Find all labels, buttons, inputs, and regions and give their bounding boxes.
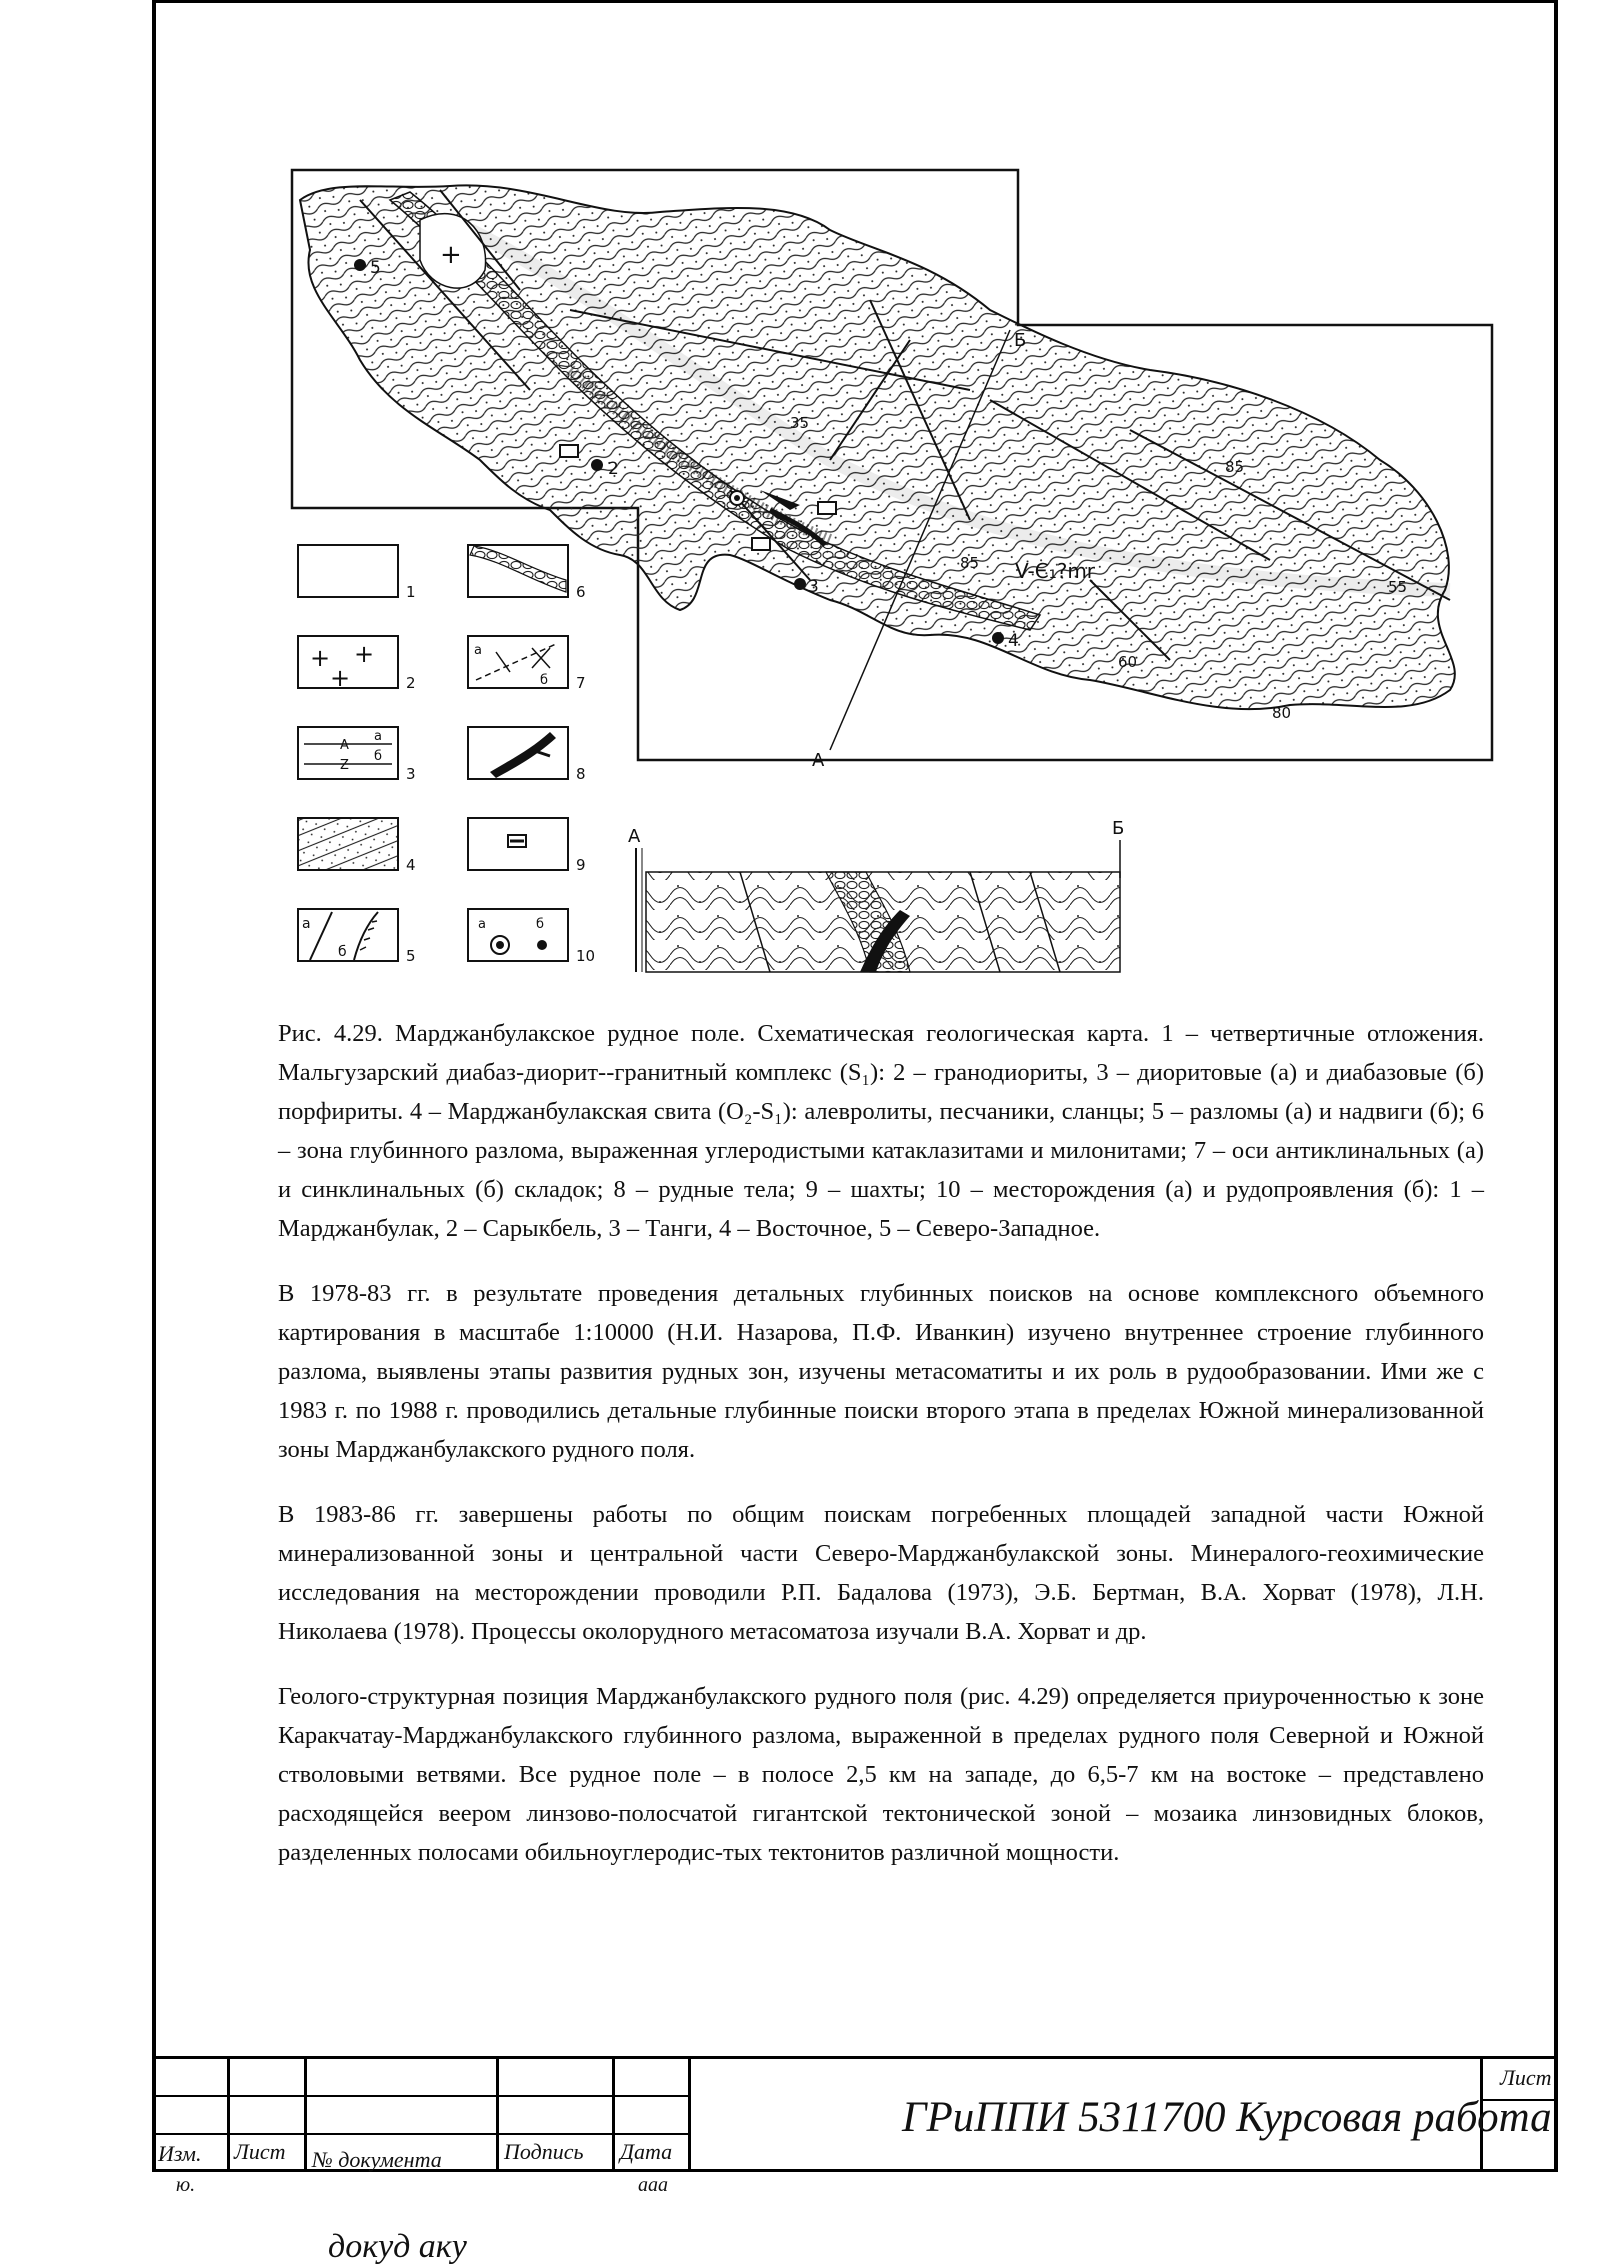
svg-text:+: + [440,240,462,270]
svg-text:б: б [374,749,383,764]
dip-label: 85 [960,554,980,572]
svg-text:а: а [302,916,311,932]
geological-map-figure [270,160,1500,980]
dip-label: 60 [1118,653,1138,671]
figure-caption: Рис. 4.29. Марджанбулакское рудное поле. Схематическая геологическая карта. 1 – четвертичные отложения. Мальгузарский диабаз-диорит--гранитный комплекс (S₁): 2 – гранодиориты, 3 – диоритовые (а) и диабазовые (б) порфириты. 4 – Марджанбулакская свита (O₂-S₁): алевролиты, песчаники, сланцы; 5 – разломы (а) и надвиги (б); 6 – зона глубинного разлома, выраженная углеродистыми катаклазитами и милонитами; 7 – оси антиклинальных (а) и синклинальных (б) складок; 8 – рудные тела; 9 – шахты; 10 – месторождения (а) и рудопроявления (б): 1 – Марджанбулак, 2 – Сарыкбель, 3 – Танги, 4 – Восточное, 5 – Северо-Западное. [278,1020,1484,1242]
stamp-izm: Изм. [158,2141,202,2166]
svg-text:5: 5 [406,947,416,965]
shaft-icon [752,538,770,550]
deposit-label-2: 2 [608,459,619,479]
dip-label: 35 [790,414,810,432]
dip-label: 80 [1272,704,1292,722]
svg-text:б: б [540,673,549,688]
text-body [278,1014,1484,1898]
svg-text:Z: Z [340,758,349,773]
occurrence-dot [591,459,603,471]
shaft-icon [818,502,836,514]
stamp-doc: № документа [312,2147,442,2172]
occurrence-dot [992,632,1004,644]
stamp-data-overflow: ааа [638,2174,668,2196]
stamp-data: Дата [620,2139,673,2164]
title-block [152,2056,1558,2172]
svg-text:A: A [340,738,349,753]
paragraph-1: В 1978-83 гг. в результате проведения детальных глубинных поисков на основе комплексного объемного картирования в масштабе 1:10000 (Н.И. Назарова, П.Ф. Иванкин) изучено внутреннее строение глубинного разлома, выявлены этапы развития рудных зон, изучены метасоматиты и их роль в рудообразовании. Ими же с 1983 г. по 1988 г. проводились детальные глубинные поиски второго этапа в пределах Южной минерализованной зоны Марджанбулакского рудного поля. [278,1280,1484,1463]
deposit-label-3: 3 [808,577,819,597]
formation-label: V-Є₁?mr [1015,559,1096,583]
stamp-podpis: Подпись [504,2139,584,2164]
section-label-a: А [812,750,825,771]
stamp-doc-overflow: докуд аку [328,2228,467,2265]
svg-text:а: а [474,643,482,658]
svg-text:9: 9 [576,856,586,874]
svg-text:а: а [478,917,486,932]
svg-text:а: а [374,729,382,744]
svg-text:7: 7 [576,674,586,692]
svg-text:8: 8 [576,765,586,783]
dip-label: 85 [1225,458,1245,476]
geological-map-svg [270,160,1500,980]
document-title: ГРиППИ 5311700 Курсовая работа [902,2094,1552,2141]
svg-text:б: б [536,917,545,932]
cross-section-profile [628,818,1124,972]
svg-text:А: А [628,826,641,847]
stamp-list: Лист [234,2139,286,2164]
svg-text:+: + [310,644,331,672]
shaft-icon [560,445,578,457]
section-label-b: Б [1014,330,1027,351]
deposit-label-4: 4 [1008,631,1019,651]
svg-text:3: 3 [406,765,416,783]
svg-text:+: + [330,664,351,692]
stamp-izm-overflow: ю. [176,2174,196,2196]
svg-text:4: 4 [406,856,416,874]
paragraph-2: В 1983-86 гг. завершены работы по общим поискам погребенных площадей западной части Южной минерализованной зоны и центральной части Северо-Марджанбулакской зоны. Минералого-геохимические исследования на месторождении проводили Р.П. Бадалова (1973), Э.Б. Бертман, В.А. Хорват (1978), Л.Н. Николаева (1978). Процессы околорудного метасоматоза изучали В.А. Хорват и др. [278,1501,1484,1645]
paragraph-3: Геолого-структурная позиция Марджанбулакского рудного поля (рис. 4.29) определяется приуроченностью к зоне Каракчатау-Марджанбулакского глубинного разлома, выраженной в пределах рудного поля Северной и Южной стволовыми ветвями. Все рудное поле – в полосе 2,5 км на западе, до 6,5-7 км на востоке – представлено расходящейся веером линзово-полосчатой гигантской тектонической зоной – мозаика линзовидных блоков, разделенных полосами обильноуглеродис-тых тектонитов различной мощности. [278,1683,1484,1866]
deposit-label-5: 5 [370,258,381,278]
svg-text:6: 6 [576,583,586,601]
occurrence-dot [354,259,366,271]
svg-text:1: 1 [406,583,416,601]
map-legend [298,545,595,965]
svg-text:Б: Б [1112,818,1125,839]
svg-text:2: 2 [406,674,416,692]
svg-text:б: б [338,944,347,960]
occurrence-dot [794,578,806,590]
dip-label: 55 [1388,578,1408,596]
stamp-sheet: Лист [1500,2065,1552,2090]
svg-text:+: + [354,640,375,668]
svg-text:10: 10 [576,947,596,965]
